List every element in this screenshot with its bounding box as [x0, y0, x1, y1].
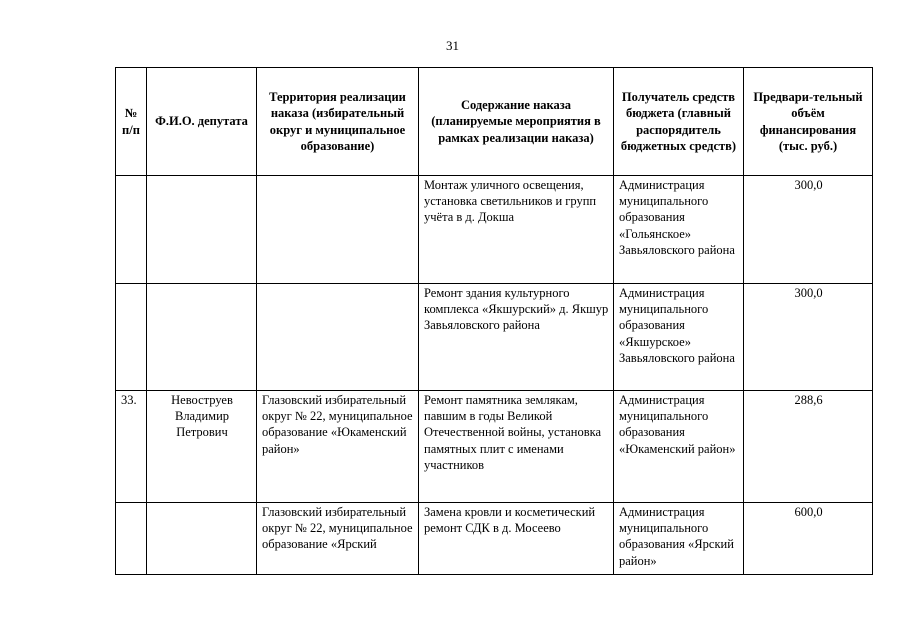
- table-row: [116, 284, 873, 391]
- header-num: № п/п: [116, 68, 147, 176]
- header-deputy-name: Ф.И.О. депутата: [147, 68, 257, 176]
- row-territory: Глазовский избирательный округ № 22, муниципальное образование «Юкаменский район»: [257, 391, 419, 503]
- row-num: [116, 176, 147, 284]
- header-funding-amount: Предвари-тельный объём финансирования (тыс. руб.): [744, 68, 873, 176]
- table-row: [116, 503, 873, 575]
- table-row: [116, 391, 873, 503]
- row-deputy-name: Невоструев Владимир Петрович: [147, 391, 257, 503]
- row-budget-recipient: Администрация муниципального образования «Ярский район»: [614, 503, 744, 575]
- row-funding-amount: 300,0: [744, 176, 873, 284]
- row-order-content: Ремонт памятника землякам, павшим в годы Великой Отечественной войны, установка памятных плит с именами участников: [419, 391, 614, 503]
- row-budget-recipient: Администрация муниципального образования «Якшурское» Завьяловского района: [614, 284, 744, 391]
- row-num: [116, 503, 147, 575]
- row-num: [116, 284, 147, 391]
- row-deputy-name: [147, 284, 257, 391]
- row-funding-amount: 600,0: [744, 503, 873, 575]
- row-territory: [257, 284, 419, 391]
- row-order-content: Монтаж уличного освещения, установка светильников и групп учёта в д. Докша: [419, 176, 614, 284]
- row-funding-amount: 300,0: [744, 284, 873, 391]
- row-territory: Глазовский избирательный округ № 22, муниципальное образование «Ярский: [257, 503, 419, 575]
- row-budget-recipient: Администрация муниципального образования «Гольянское» Завьяловского района: [614, 176, 744, 284]
- row-deputy-name: [147, 176, 257, 284]
- header-order-content: Содержание наказа (планируемые мероприятия в рамках реализации наказа): [419, 68, 614, 176]
- row-num: 33.: [116, 391, 147, 503]
- row-territory: [257, 176, 419, 284]
- header-territory: Территория реализации наказа (избирательный округ и муниципальное образование): [257, 68, 419, 176]
- row-order-content: Ремонт здания культурного комплекса «Якшурский» д. Якшур Завьяловского района: [419, 284, 614, 391]
- page-number: 31: [446, 38, 459, 53]
- row-funding-amount: 288,6: [744, 391, 873, 503]
- orders-table: [115, 67, 873, 575]
- table-row: [116, 176, 873, 284]
- row-order-content: Замена кровли и косметический ремонт СДК в д. Мосеево: [419, 503, 614, 575]
- header-budget-recipient: Получатель средств бюджета (главный распорядитель бюджетных средств): [614, 68, 744, 176]
- row-deputy-name: [147, 503, 257, 575]
- row-budget-recipient: Администрация муниципального образования «Юкаменский район»: [614, 391, 744, 503]
- table-header-row: [116, 68, 873, 176]
